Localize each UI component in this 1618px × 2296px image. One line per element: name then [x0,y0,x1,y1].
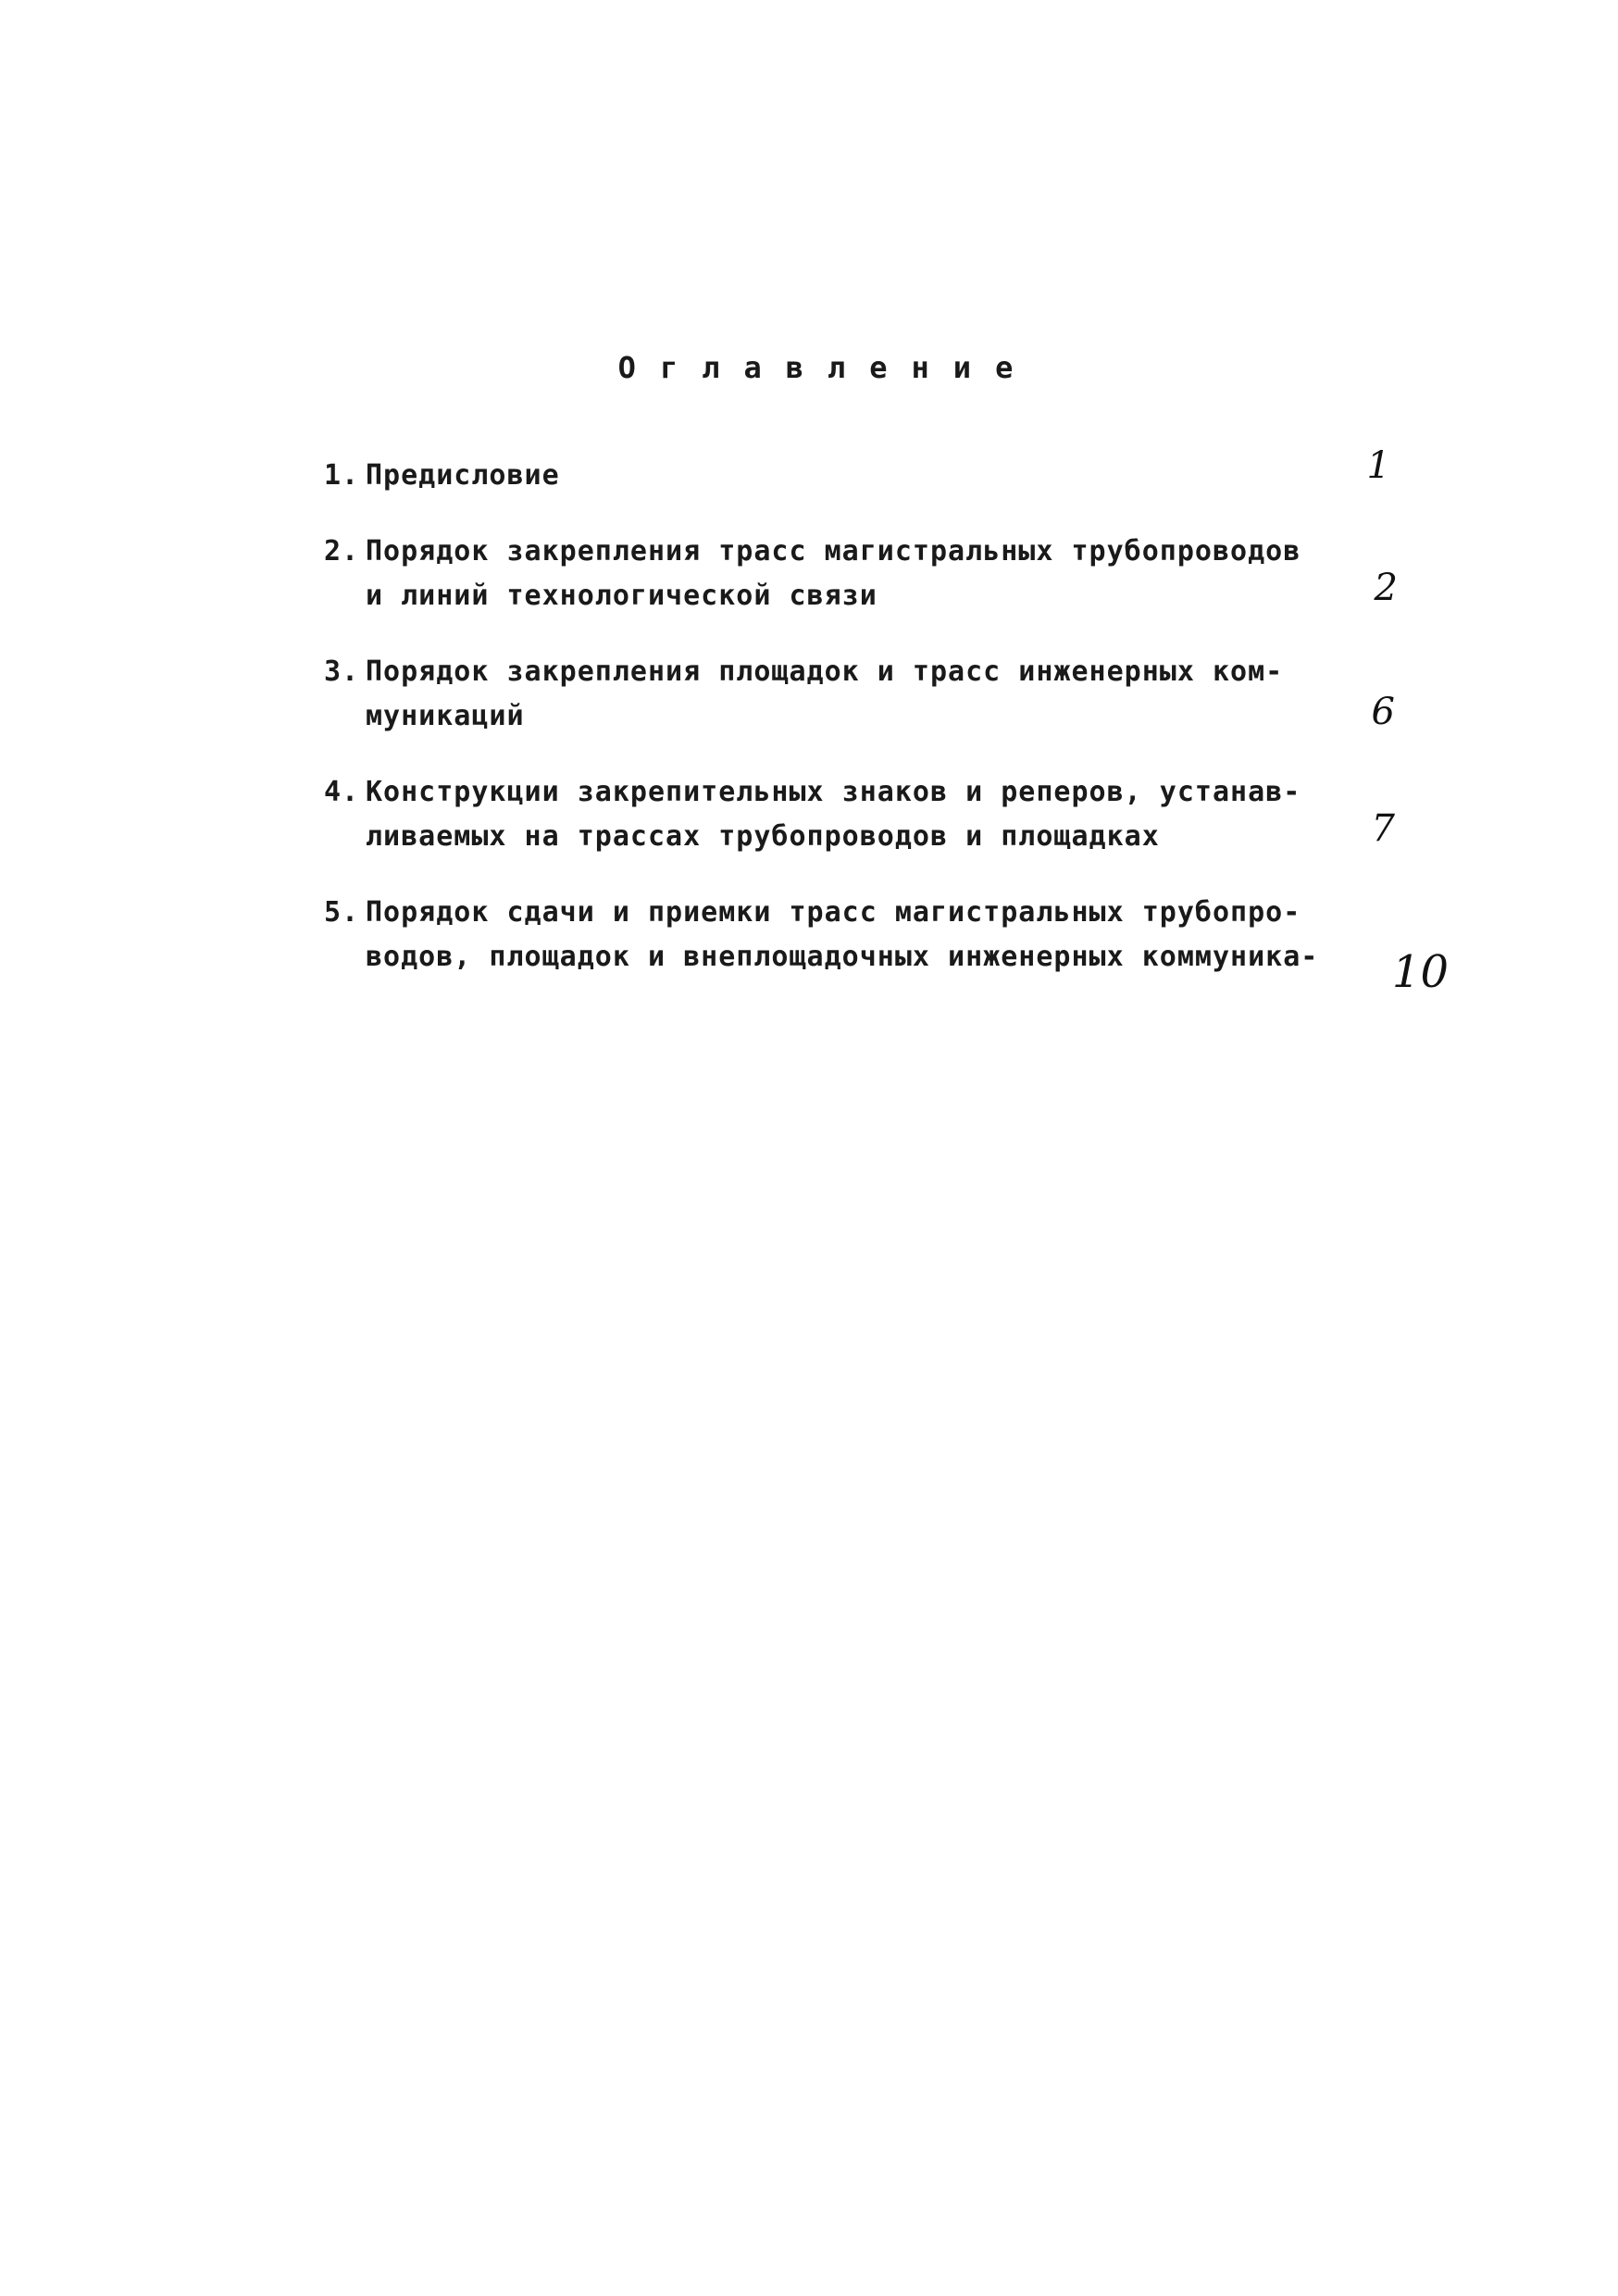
toc-entry-text: Конструкции закрепительных знаков и реперов, устанав- [366,776,1301,808]
toc-entry-continuation: и линий технологической связи [366,580,877,612]
table-of-contents [324,444,1500,1011]
toc-entry-continuation: муникаций [366,700,525,732]
toc-entry-line [324,891,1500,935]
toc-entry-continuation: ливаемых на трассах трубопроводов и площадках [366,820,1160,853]
toc-entry-line [324,454,1500,498]
toc-entry-line [324,770,1500,815]
toc-page-number: 1 [1366,444,1390,487]
toc-entry-line [324,650,1500,694]
toc-page-number: 7 [1371,807,1395,850]
toc-entry-text: Порядок закрепления трасс магистральных трубопроводов [366,535,1301,568]
toc-page-number: 6 [1371,691,1395,733]
toc-entry [324,891,1500,998]
toc-heading: Оглавление [617,350,1038,385]
toc-entry-continuation: водов, площадок и внеплощадочных инженерных коммуника- [366,941,1319,973]
toc-entry-number: 1. [324,459,360,492]
toc-entry [324,444,1500,498]
toc-entry-number: 3. [324,655,360,688]
toc-entry-number: 4. [324,776,360,808]
toc-entry-line [324,530,1500,574]
toc-entry-text: Предисловие [366,459,560,492]
toc-entry-text: Порядок закрепления площадок и трасс инженерных ком- [366,655,1284,688]
toc-page-number: 10 [1391,946,1449,998]
toc-entry-number: 2. [324,535,360,568]
toc-entry [324,650,1500,739]
toc-page-number: 2 [1374,567,1398,609]
toc-entry-text: Порядок сдачи и приемки трасс магистральных трубопро- [366,896,1301,929]
toc-entry-number: 5. [324,896,360,929]
toc-entry [324,770,1500,859]
toc-entry [324,530,1500,618]
